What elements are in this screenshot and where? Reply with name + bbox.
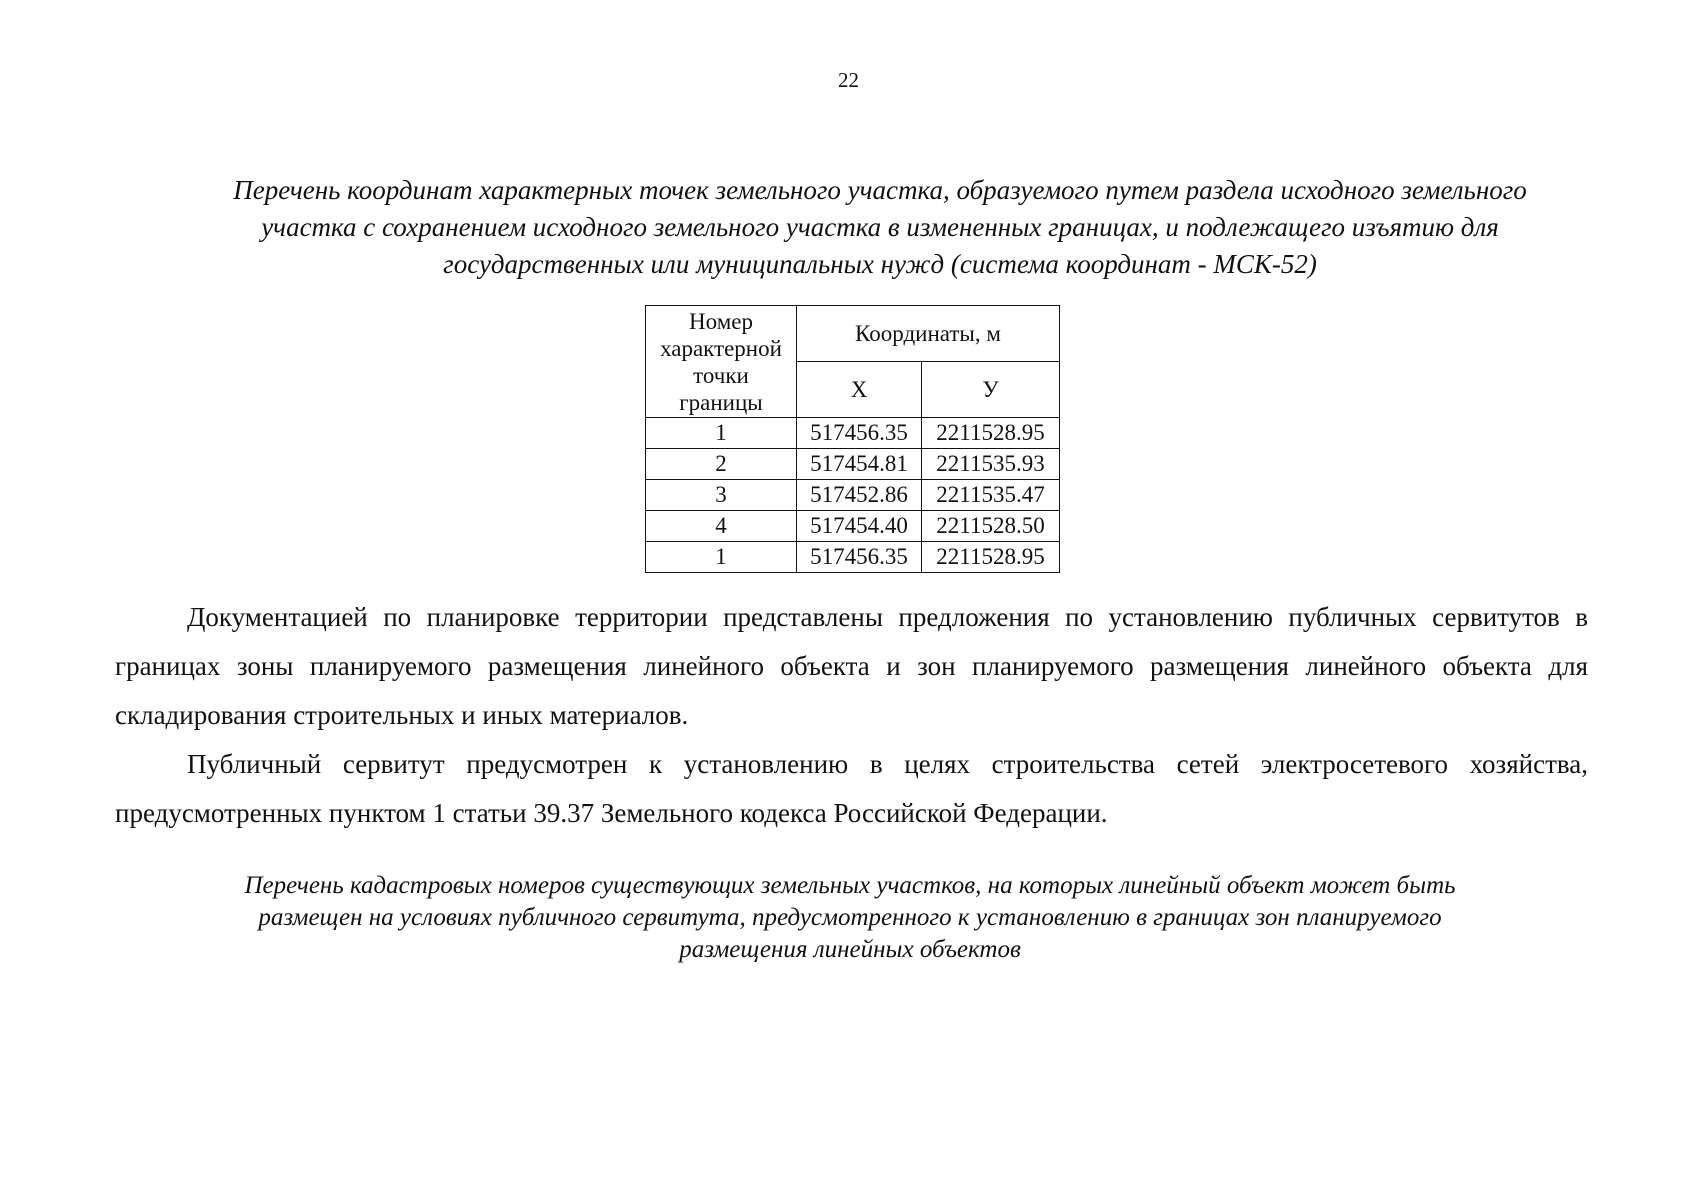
x-cell: 517456.35 — [797, 418, 922, 449]
table-row — [646, 480, 1060, 511]
table-header-row — [646, 306, 1060, 362]
heading-line: Перечень кадастровых номеров существующих земельных участков, на которых линейный объект может быть — [244, 872, 1456, 899]
coordinates-list-heading — [180, 172, 1580, 283]
y-cell: 2211535.47 — [922, 480, 1060, 511]
x-cell: 517452.86 — [797, 480, 922, 511]
header-y: У — [922, 362, 1060, 418]
heading-line: Перечень координат характерных точек земельного участка, образуемого путем раздела исходного земельного — [233, 175, 1527, 205]
point-number-cell: 3 — [646, 480, 797, 511]
header-coordinates: Координаты, м — [797, 306, 1060, 362]
y-cell: 2211528.95 — [922, 542, 1060, 573]
point-number-cell: 4 — [646, 511, 797, 542]
heading-line: размещен на условиях публичного сервитута, предусмотренного к установлению в границах зон планируемого — [258, 904, 1442, 931]
table-row — [646, 418, 1060, 449]
table-row — [646, 542, 1060, 573]
point-number-cell: 1 — [646, 418, 797, 449]
x-cell: 517454.81 — [797, 449, 922, 480]
point-number-cell: 1 — [646, 542, 797, 573]
table-row — [646, 449, 1060, 480]
heading-line: размещения линейных объектов — [679, 936, 1021, 963]
page-number: 22 — [838, 68, 859, 92]
table-row — [646, 511, 1060, 542]
point-number-cell: 2 — [646, 449, 797, 480]
x-cell: 517456.35 — [797, 542, 922, 573]
heading-line: участка с сохранением исходного земельного участка в измененных границах, и подлежащего изъятию для — [261, 212, 1499, 242]
body-paragraph: Документацией по планировке территории представлены предложения по установлению публичных сервитутов в границах зоны планируемого размещения линейного объекта и зон планируемого размещения линейного объекта для складирования строительных и иных материалов. — [115, 602, 1588, 730]
heading-line: государственных или муниципальных нужд (система координат - МСК-52) — [443, 249, 1317, 279]
y-cell: 2211535.93 — [922, 449, 1060, 480]
x-cell: 517454.40 — [797, 511, 922, 542]
y-cell: 2211528.95 — [922, 418, 1060, 449]
coordinates-table — [645, 305, 1060, 573]
cadastral-list-heading — [160, 870, 1540, 966]
header-x: Х — [797, 362, 922, 418]
y-cell: 2211528.50 — [922, 511, 1060, 542]
body-paragraph: Публичный сервитут предусмотрен к установлению в целях строительства сетей электросетевого хозяйства, предусмотренных пунктом 1 статьи 39.37 Земельного кодекса Российской Федерации. — [115, 749, 1588, 828]
header-point-number: Номер характерной точки границы — [646, 306, 797, 418]
